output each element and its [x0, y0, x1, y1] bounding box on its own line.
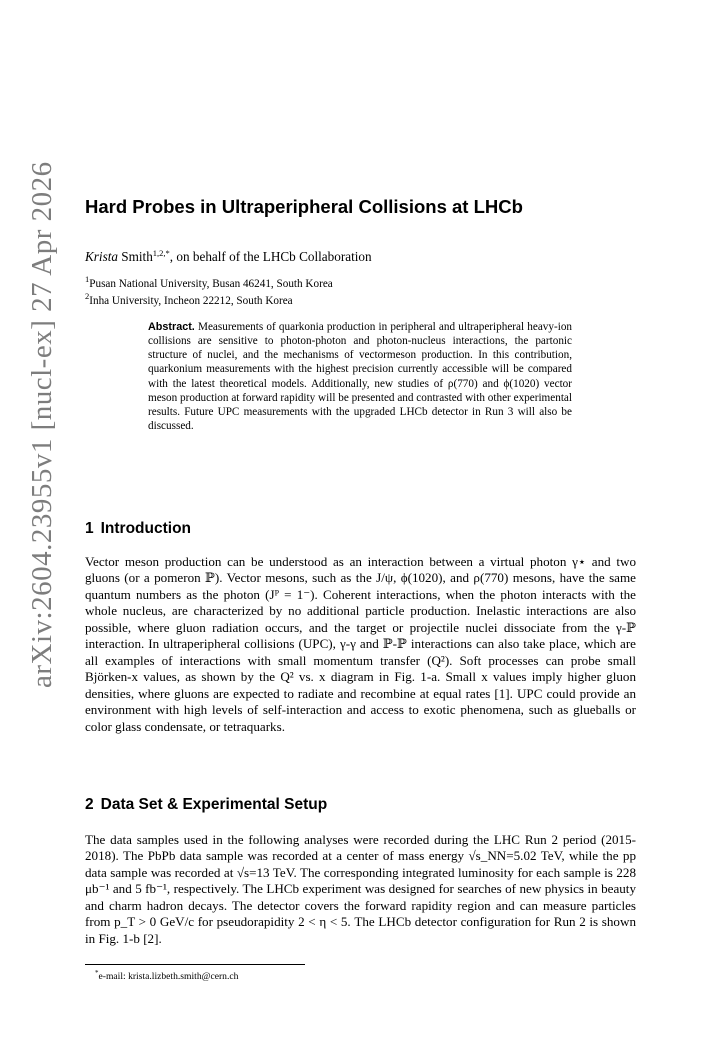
affiliation-1-text: Pusan National University, Busan 46241, South Korea [89, 278, 333, 290]
abstract-label: Abstract. [148, 321, 195, 333]
abstract [148, 320, 572, 433]
footnote-rule [85, 964, 305, 965]
section-1-paragraph [85, 554, 636, 735]
author-collaboration: , on behalf of the LHCb Collaboration [169, 249, 372, 264]
author-last-name: Smith [121, 249, 153, 264]
section-1-text: Vector meson production can be understood as an interaction between a virtual photon γ⋆ and two gluons (or a pomeron ℙ). Vector mesons, such as the J/ψ, ϕ(1020), and ρ(770) mesons, have the same quantum numbers as the photon (Jᴾ = 1⁻). Coherent interactions, when the photon interacts with the whole nucleus, are characterized by no additional particle production. Inelastic interactions are also possible, where gluon radiation occurs, and the target or projectile nuclei dissociate from the γ-ℙ interaction. In ultraperipheral collisions (UPC), γ-γ and ℙ-ℙ interactions can also take place, which are all examples of interactions with small momentum transfer (Q²). Soft processes can probe small Björken-x values, as shown by the Q² vs. x diagram in Fig. 1-a. Small x values imply higher gluon densities, where gluons are expected to radiate and recombine at equal rates [1]. UPC could provide an environment with high levels of self-interaction and access to exotic phenomena, such as glueballs or color glass condensate, or tetraquarks. [85, 554, 636, 734]
footnote-email[interactable]: e-mail: krista.lizbeth.smith@cern.ch [98, 971, 239, 982]
section-1-title: Introduction [100, 520, 192, 537]
affiliation-2 [85, 291, 293, 307]
author-line [85, 248, 372, 265]
section-1-heading [85, 520, 191, 538]
affiliation-2-num: 2 [85, 291, 90, 301]
section-2-title: Data Set & Experimental Setup [100, 796, 328, 813]
abstract-text: Measurements of quarkonia production in peripheral and ultraperipheral heavy-ion collisions are sensitive to photon-photon and photon-nucleus interactions, the partonic structure of nuclei, and the mechanisms of vectormeson production. In this contribution, quarkonium measurements with the highest precision currently accessible will be compared with the latest theoretical models. Additionally, new studies of ρ(770) and ϕ(1020) vector meson production at forward rapidity will be presented and contrasted with other experimental results. Future UPC measurements with the upgraded LHCb detector in Run 3 will also be discussed. [148, 321, 573, 433]
section-2-heading [85, 796, 327, 814]
author-superscripts: 1,2,* [152, 248, 170, 258]
arxiv-stamp[interactable]: arXiv:2604.23955v1 [nucl-ex] 27 Apr 2026 [26, 161, 58, 688]
author-first-name: Krista [85, 249, 118, 264]
section-2-paragraph [85, 832, 636, 947]
section-2-text: The data samples used in the following analyses were recorded during the LHC Run 2 period (2015-2018). The PbPb data sample was recorded at a center of mass energy √s_NN=5.02 TeV, while the pp data sample was recorded at √s=13 TeV. The corresponding integrated luminosity for each sample is 228 μb⁻¹ and 5 fb⁻¹, respectively. The LHCb experiment was designed for searches of new physics in beauty and charm hadron decays. The detector covers the forward rapidity region and can measure particles from p_T > 0 GeV/c for pseudorapidity 2 < η < 5. The LHCb detector configuration for Run 2 is shown in Fig. 1-b [2]. [85, 832, 636, 946]
affiliation-1 [85, 274, 333, 290]
affiliation-1-num: 1 [85, 274, 90, 284]
footnote-mark: * [95, 969, 99, 977]
affiliation-2-text: Inha University, Incheon 22212, South Korea [89, 295, 293, 307]
footnote [95, 969, 238, 982]
section-1-number: 1 [85, 520, 94, 537]
section-2-number: 2 [85, 796, 94, 813]
paper-title: Hard Probes in Ultraperipheral Collisions at LHCb [85, 196, 523, 217]
